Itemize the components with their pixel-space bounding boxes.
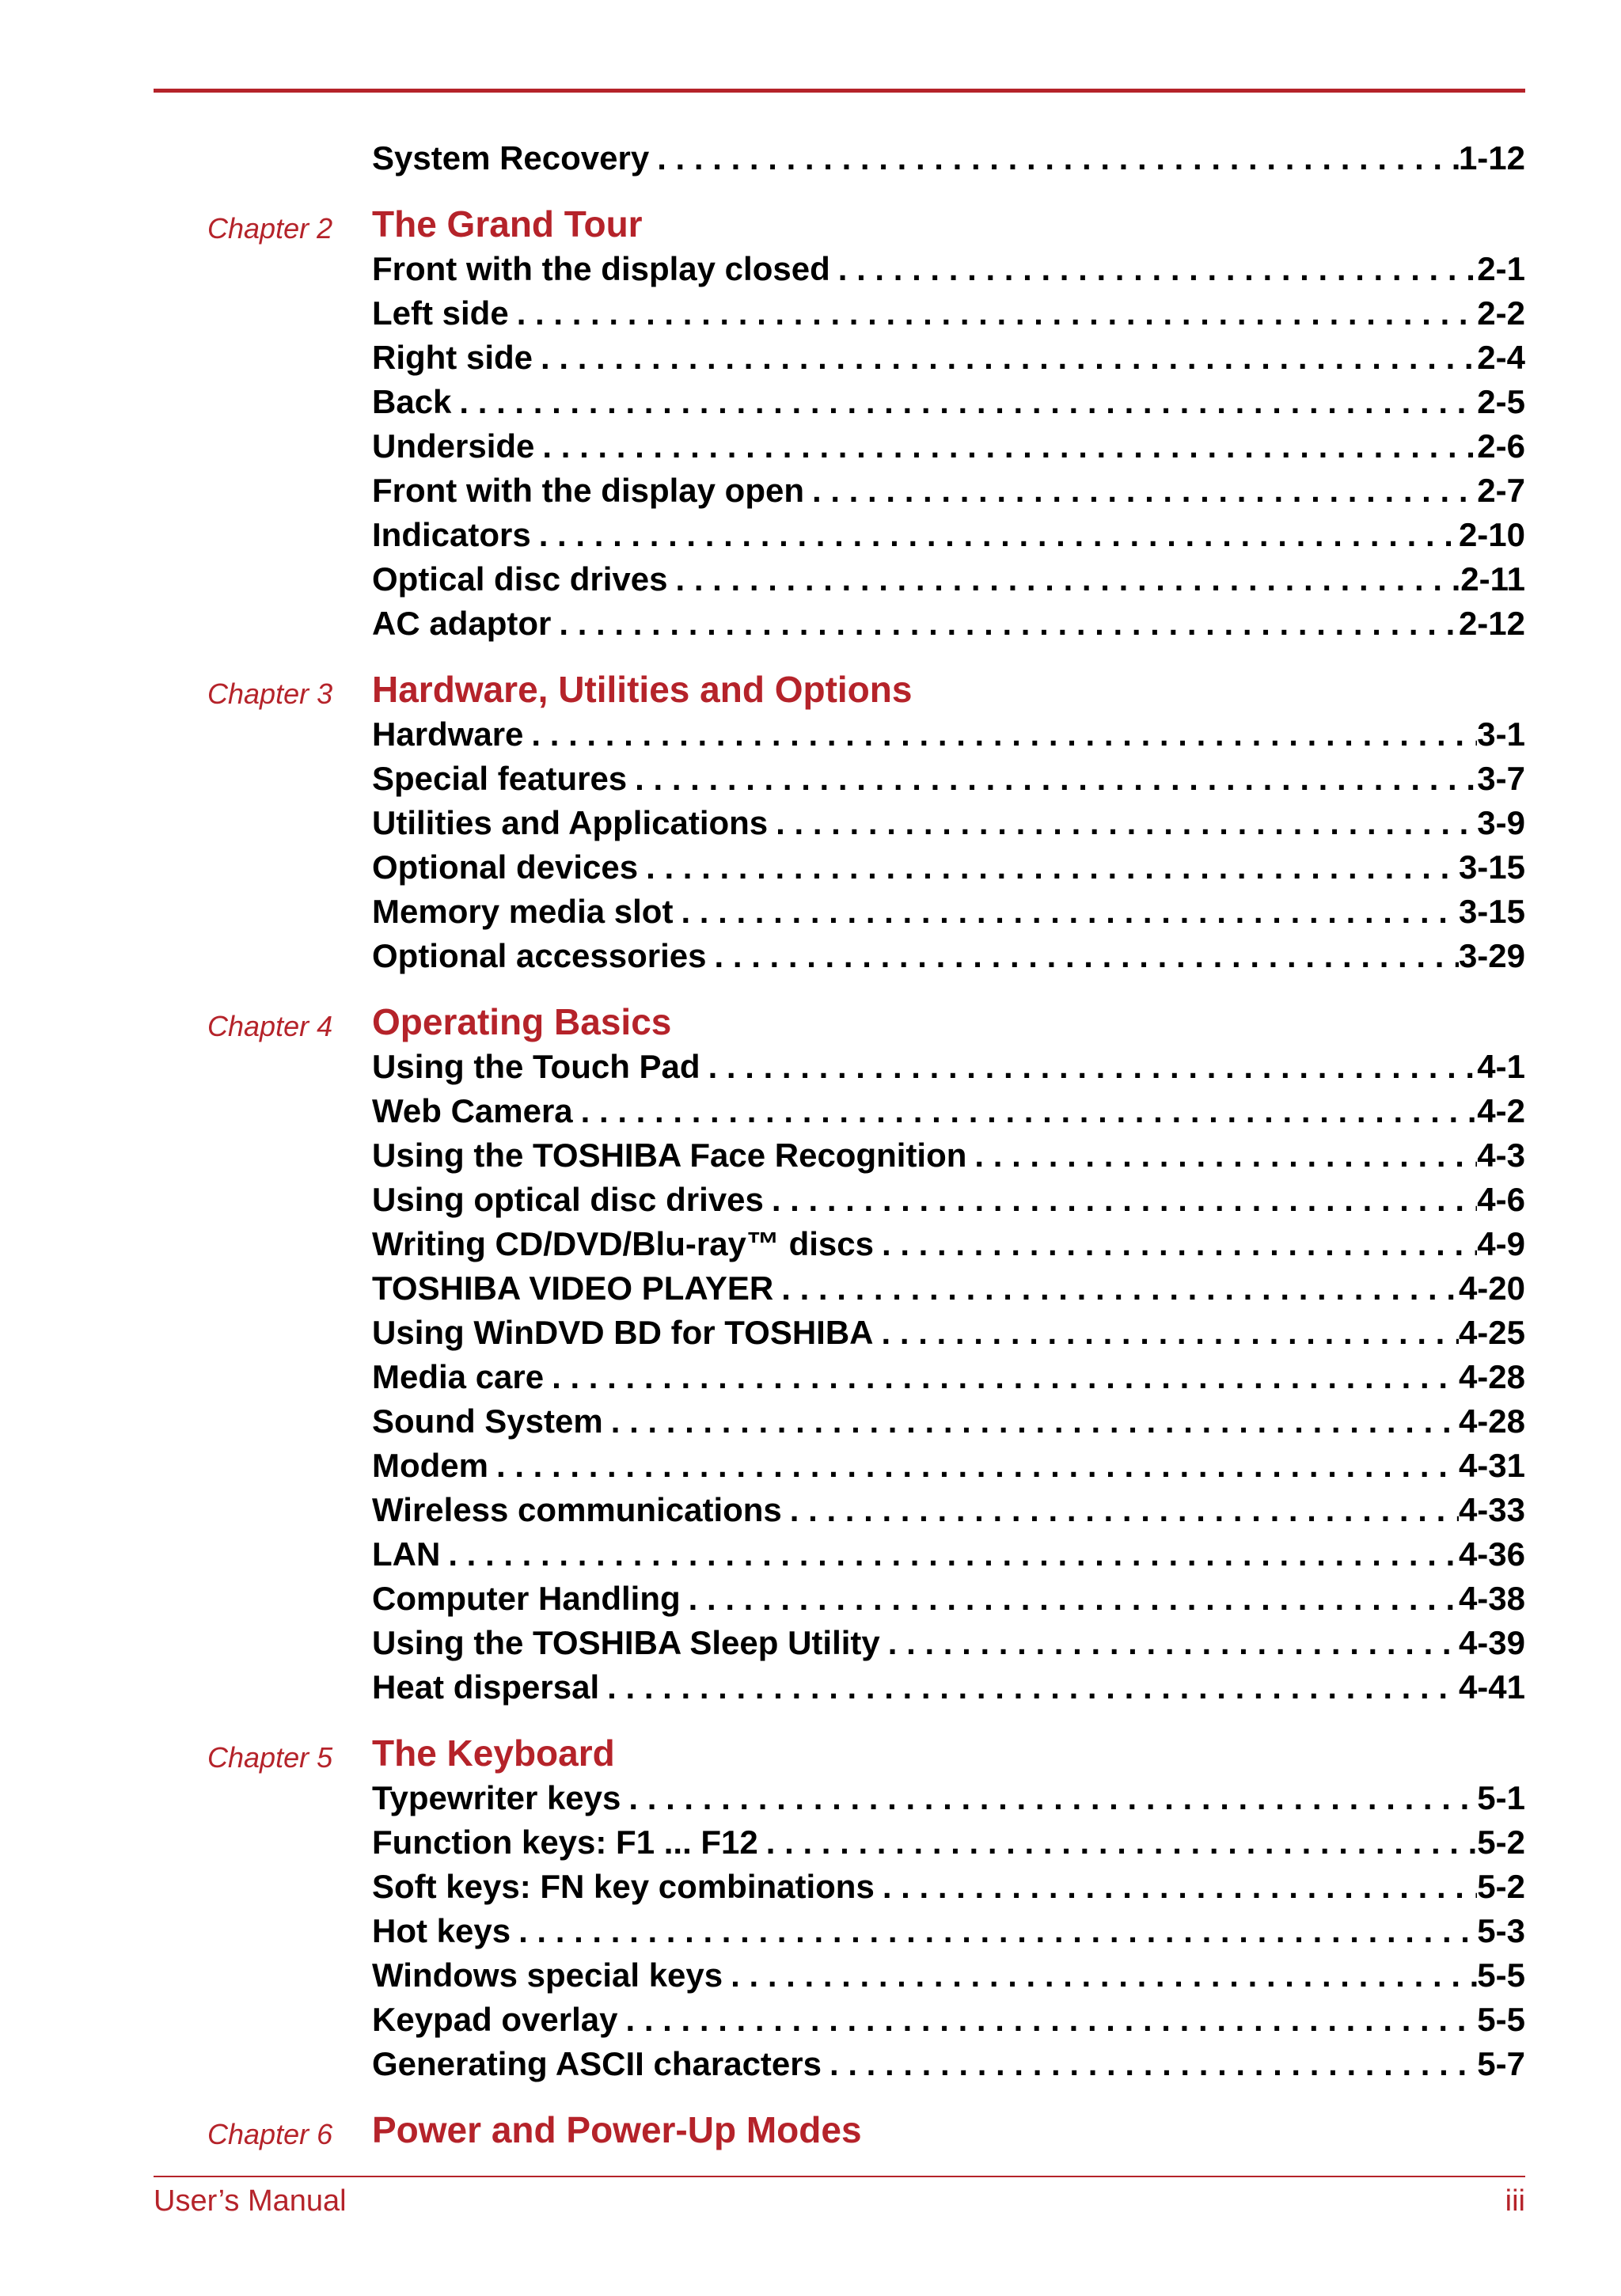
dot-leader bbox=[764, 1181, 1477, 1219]
toc-entry[interactable] bbox=[372, 1447, 1525, 1491]
toc-entry[interactable] bbox=[372, 472, 1525, 516]
toc-entry-title: Memory media slot bbox=[372, 893, 674, 930]
dot-leader bbox=[773, 1269, 1459, 1307]
toc-entry[interactable] bbox=[372, 760, 1525, 804]
toc-entry-title: Keypad overlay bbox=[372, 2001, 618, 2038]
toc-entry[interactable] bbox=[372, 139, 1525, 184]
toc-entry[interactable] bbox=[372, 250, 1525, 294]
toc-entry[interactable] bbox=[372, 1048, 1525, 1092]
dot-leader bbox=[488, 1447, 1459, 1485]
dot-leader bbox=[509, 294, 1478, 332]
chapter-title[interactable]: Operating Basics bbox=[372, 1001, 672, 1042]
footer-manual-title: User’s Manual bbox=[154, 2184, 347, 2218]
dot-leader bbox=[822, 2045, 1477, 2083]
toc-entry-page: 4-25 bbox=[1458, 1314, 1525, 1351]
toc-entry-page: 4-1 bbox=[1477, 1048, 1525, 1085]
toc-entry-title: Optional accessories bbox=[372, 937, 707, 974]
toc-entry[interactable] bbox=[372, 1956, 1525, 2001]
dot-leader bbox=[673, 893, 1458, 931]
toc-entry-title: Function keys: F1 ... F12 bbox=[372, 1824, 758, 1861]
toc-entry-title: Web Camera bbox=[372, 1092, 573, 1129]
toc-entry[interactable] bbox=[372, 937, 1525, 981]
toc-entry-page: 5-2 bbox=[1477, 1824, 1525, 1861]
toc-entry[interactable] bbox=[372, 2001, 1525, 2045]
toc-entry-page: 5-3 bbox=[1477, 1912, 1525, 1949]
toc-entry[interactable] bbox=[372, 1181, 1525, 1225]
toc-entry-page: 2-5 bbox=[1477, 383, 1525, 420]
toc-entry-page: 4-39 bbox=[1458, 1624, 1525, 1661]
toc-entry-title: Front with the display closed bbox=[372, 250, 830, 287]
toc-entry-title: Optional devices bbox=[372, 848, 639, 886]
toc-entry-title: Heat dispersal bbox=[372, 1668, 600, 1706]
toc-entry-page: 2-6 bbox=[1477, 427, 1525, 465]
dot-leader bbox=[523, 715, 1477, 753]
toc-entry-title: Writing CD/DVD/Blu-ray™ discs bbox=[372, 1225, 874, 1262]
toc-entry-page: 4-6 bbox=[1477, 1181, 1525, 1218]
toc-entry-title: Computer Handling bbox=[372, 1580, 681, 1617]
dot-leader bbox=[804, 472, 1477, 510]
dot-leader bbox=[621, 1779, 1477, 1817]
toc-entry[interactable] bbox=[372, 1779, 1525, 1824]
toc-entry[interactable] bbox=[372, 516, 1525, 560]
toc-entry-title: Sound System bbox=[372, 1402, 603, 1440]
toc-entry-title: Modem bbox=[372, 1447, 488, 1484]
toc-entry-title: Using the Touch Pad bbox=[372, 1048, 700, 1085]
chapter-label: Chapter 4 bbox=[207, 1010, 333, 1042]
dot-leader bbox=[511, 1912, 1477, 1950]
toc-entry-title: Back bbox=[372, 383, 452, 420]
toc-entry[interactable] bbox=[372, 1402, 1525, 1447]
toc-entry-page: 4-33 bbox=[1458, 1491, 1525, 1528]
toc-entry-title: TOSHIBA VIDEO PLAYER bbox=[372, 1269, 774, 1307]
toc-entry[interactable] bbox=[372, 1668, 1525, 1713]
toc-entry-title: Using optical disc drives bbox=[372, 1181, 764, 1218]
dot-leader bbox=[966, 1137, 1477, 1175]
toc-entry-page: 5-5 bbox=[1477, 1956, 1525, 1994]
dot-leader bbox=[649, 139, 1459, 177]
toc-entry-page: 4-28 bbox=[1458, 1358, 1525, 1395]
toc-entry-page: 2-2 bbox=[1477, 294, 1525, 332]
toc-entry-title: Soft keys: FN key combinations bbox=[372, 1868, 875, 1905]
toc-entry[interactable] bbox=[372, 1624, 1525, 1668]
chapter-title[interactable]: The Grand Tour bbox=[372, 203, 643, 245]
toc-entry-title: LAN bbox=[372, 1535, 441, 1573]
toc-entry-page: 4-36 bbox=[1458, 1535, 1525, 1573]
dot-leader bbox=[533, 339, 1477, 377]
dot-leader bbox=[599, 1668, 1459, 1706]
toc-entry[interactable] bbox=[372, 1868, 1525, 1912]
dot-leader bbox=[723, 1956, 1477, 1994]
dot-leader bbox=[603, 1402, 1459, 1440]
chapter-title[interactable]: Hardware, Utilities and Options bbox=[372, 669, 913, 710]
chapter-label: Chapter 3 bbox=[207, 677, 333, 710]
toc-entry-page: 3-15 bbox=[1458, 893, 1525, 930]
toc-entry-title: Wireless communications bbox=[372, 1491, 782, 1528]
toc-entry-page: 3-15 bbox=[1458, 848, 1525, 886]
toc-entry-title: Hot keys bbox=[372, 1912, 511, 1949]
toc-entry-page: 2-4 bbox=[1477, 339, 1525, 376]
toc-entry-page: 1-12 bbox=[1458, 139, 1525, 176]
toc-entry[interactable] bbox=[372, 848, 1525, 893]
toc-entry-title: Indicators bbox=[372, 516, 531, 553]
toc-entry-page: 5-1 bbox=[1477, 1779, 1525, 1816]
dot-leader bbox=[531, 516, 1459, 554]
toc-entry-page: 5-5 bbox=[1477, 2001, 1525, 2038]
chapter-label: Chapter 2 bbox=[207, 212, 333, 245]
toc-entry[interactable] bbox=[372, 1358, 1525, 1402]
toc-entry-page: 2-7 bbox=[1477, 472, 1525, 509]
dot-leader bbox=[880, 1624, 1459, 1662]
toc-entry[interactable] bbox=[372, 715, 1525, 760]
toc-entry[interactable] bbox=[372, 1092, 1525, 1137]
toc-entry-title: Front with the display open bbox=[372, 472, 804, 509]
dot-leader bbox=[700, 1048, 1478, 1086]
dot-leader bbox=[874, 1225, 1477, 1263]
footer-rule bbox=[154, 2176, 1525, 2177]
toc-entry[interactable] bbox=[372, 893, 1525, 937]
dot-leader bbox=[618, 2001, 1478, 2039]
dot-leader bbox=[768, 804, 1477, 842]
toc-entry[interactable] bbox=[372, 560, 1525, 605]
toc-entry-page: 2-10 bbox=[1458, 516, 1525, 553]
toc-entry-title: Utilities and Applications bbox=[372, 804, 769, 841]
toc-entry-page: 3-9 bbox=[1477, 804, 1525, 841]
toc-entry-page: 4-28 bbox=[1458, 1402, 1525, 1440]
toc-entry-page: 3-29 bbox=[1458, 937, 1525, 974]
header-rule bbox=[154, 89, 1525, 93]
toc-entry[interactable] bbox=[372, 1824, 1525, 1868]
chapter-label: Chapter 6 bbox=[207, 2118, 333, 2150]
dot-leader bbox=[627, 760, 1477, 798]
toc-entry-page: 4-2 bbox=[1477, 1092, 1525, 1129]
toc-entry-page: 4-20 bbox=[1458, 1269, 1525, 1307]
toc-entry-title: Media care bbox=[372, 1358, 545, 1395]
toc-entry[interactable] bbox=[372, 1225, 1525, 1269]
toc-entry-page: 4-31 bbox=[1458, 1447, 1525, 1484]
toc-entry-title: System Recovery bbox=[372, 139, 650, 176]
dot-leader bbox=[451, 383, 1477, 421]
toc-entry-page: 5-2 bbox=[1477, 1868, 1525, 1905]
toc-entry[interactable] bbox=[372, 1535, 1525, 1580]
dot-leader bbox=[830, 250, 1478, 288]
toc-entry[interactable] bbox=[372, 1580, 1525, 1624]
toc-entry[interactable] bbox=[372, 1491, 1525, 1535]
dot-leader bbox=[440, 1535, 1459, 1573]
toc-entry-title: Special features bbox=[372, 760, 628, 797]
toc-entry-title: Hardware bbox=[372, 715, 524, 753]
toc-entry-page: 2-1 bbox=[1477, 250, 1525, 287]
toc-entry-page: 2-11 bbox=[1460, 560, 1525, 598]
toc-entry[interactable] bbox=[372, 1269, 1525, 1314]
dot-leader bbox=[758, 1824, 1478, 1861]
toc-entry[interactable] bbox=[372, 1912, 1525, 1956]
dot-leader bbox=[551, 605, 1459, 643]
dot-leader bbox=[707, 937, 1459, 975]
toc-entry-title: Using the TOSHIBA Sleep Utility bbox=[372, 1624, 880, 1661]
toc-entry-title: Left side bbox=[372, 294, 509, 332]
toc-entry-title: AC adaptor bbox=[372, 605, 552, 642]
toc-entry-page: 5-7 bbox=[1477, 2045, 1525, 2082]
toc-entry-title: Typewriter keys bbox=[372, 1779, 621, 1816]
chapter-title[interactable]: Power and Power-Up Modes bbox=[372, 2109, 862, 2150]
toc-entry-page: 3-7 bbox=[1477, 760, 1525, 797]
toc-entry[interactable] bbox=[372, 427, 1525, 472]
toc-entry-page: 4-3 bbox=[1477, 1137, 1525, 1174]
toc-entry[interactable] bbox=[372, 294, 1525, 339]
toc-entry-title: Using WinDVD BD for TOSHIBA bbox=[372, 1314, 874, 1351]
chapter-label: Chapter 5 bbox=[207, 1741, 333, 1774]
dot-leader bbox=[544, 1358, 1459, 1396]
toc-entry-title: Right side bbox=[372, 339, 533, 376]
dot-leader bbox=[668, 560, 1461, 598]
toc-entry[interactable] bbox=[372, 605, 1525, 649]
toc-entry[interactable] bbox=[372, 1314, 1525, 1358]
toc-entry-title: Optical disc drives bbox=[372, 560, 668, 598]
toc-entry-page: 2-12 bbox=[1458, 605, 1525, 642]
toc-entry-title: Windows special keys bbox=[372, 1956, 723, 1994]
toc-entry-page: 4-41 bbox=[1458, 1668, 1525, 1706]
toc-entry[interactable] bbox=[372, 339, 1525, 383]
footer-page-number: iii bbox=[1505, 2184, 1525, 2218]
dot-leader bbox=[681, 1580, 1459, 1618]
chapter-title[interactable]: The Keyboard bbox=[372, 1732, 615, 1774]
toc-entry[interactable] bbox=[372, 1137, 1525, 1181]
dot-leader bbox=[875, 1868, 1477, 1906]
toc-entry-title: Generating ASCII characters bbox=[372, 2045, 822, 2082]
toc-entry-title: Using the TOSHIBA Face Recognition bbox=[372, 1137, 967, 1174]
dot-leader bbox=[874, 1314, 1459, 1352]
toc-entry[interactable] bbox=[372, 804, 1525, 848]
toc-entry[interactable] bbox=[372, 383, 1525, 427]
dot-leader bbox=[573, 1092, 1478, 1130]
toc-entry[interactable] bbox=[372, 2045, 1525, 2089]
dot-leader bbox=[782, 1491, 1459, 1529]
dot-leader bbox=[534, 427, 1477, 465]
dot-leader bbox=[638, 848, 1459, 886]
toc-entry-page: 4-38 bbox=[1458, 1580, 1525, 1617]
toc-entry-page: 4-9 bbox=[1477, 1225, 1525, 1262]
toc-entry-title: Underside bbox=[372, 427, 535, 465]
toc-entry-page: 3-1 bbox=[1477, 715, 1525, 753]
